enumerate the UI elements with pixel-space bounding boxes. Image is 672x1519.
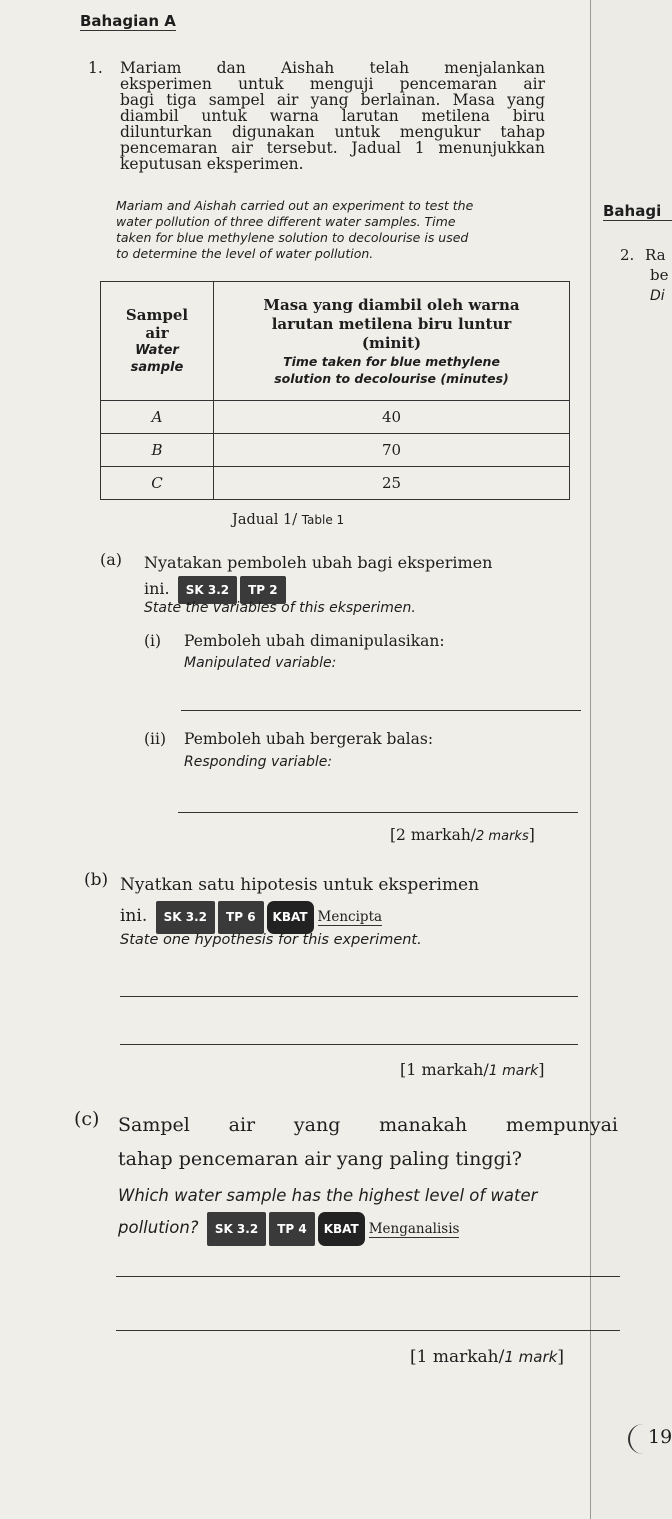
part-c-label: (c): [74, 1108, 100, 1130]
part-a-question: Nyatakan pemboleh ubah bagi eksperimen ini. SK 3.2 TP 2: [144, 550, 492, 604]
answer-line[interactable]: [120, 996, 578, 997]
adjacent-question-text-en: Di: [650, 288, 665, 304]
part-c-question: Sampel air yang manakah mempunyai tahap pencemaran air yang paling tinggi?: [118, 1114, 618, 1170]
cell-sample: A: [101, 401, 214, 434]
part-a-i-text: Pemboleh ubah dimanipulasikan:: [184, 632, 445, 650]
part-b-question-en: State one hypothesis for this experiment.: [120, 932, 422, 948]
results-table: [100, 281, 570, 500]
header-time: Masa yang diambil oleh warna larutan metilena biru luntur (minit) Time taken for blue methylene solution to decolourise (minutes): [214, 282, 570, 401]
part-a-ii-label: (ii): [144, 730, 167, 748]
part-b-marks: [1 markah/1 mark]: [400, 1060, 545, 1079]
question-number: 1.: [88, 59, 103, 77]
answer-line[interactable]: [178, 812, 578, 813]
section-title: Bahagian A: [80, 12, 176, 30]
part-a-marks: [2 markah/2 marks]: [390, 826, 535, 844]
table-row: [101, 467, 570, 500]
adjacent-question-number: 2.: [620, 246, 635, 264]
table-caption: Jadual 1/ Table 1: [232, 512, 345, 528]
adjacent-question-text: be: [650, 266, 669, 284]
header-sample: Sampel air Water sample: [101, 282, 214, 401]
part-c-marks: [1 markah/1 mark]: [410, 1347, 564, 1367]
part-a-label: (a): [100, 550, 123, 569]
adjacent-section-title: Bahagi: [603, 202, 672, 221]
table-row: [101, 401, 570, 434]
part-a-i-label: (i): [144, 632, 162, 650]
answer-line[interactable]: [120, 1044, 578, 1045]
adjacent-question-text: Ra: [645, 246, 666, 264]
part-b-label: (b): [84, 870, 109, 890]
answer-line[interactable]: [116, 1276, 620, 1277]
cell-time: 25: [214, 467, 570, 500]
adjacent-page: [590, 0, 672, 1519]
page-number: 19: [648, 1426, 672, 1448]
part-a-ii-text-en: Responding variable:: [184, 754, 333, 770]
cell-sample: B: [101, 434, 214, 467]
part-a-question-en: State the variables of this eksperimen.: [144, 600, 416, 616]
part-b-question: Nyatkan satu hipotesis untuk eksperimen ini. SK 3.2 TP 6 KBAT Mencipta: [120, 870, 479, 934]
answer-line[interactable]: [116, 1330, 620, 1331]
table-header-row: [101, 282, 570, 401]
cell-sample: C: [101, 467, 214, 500]
part-a-i-text-en: Manipulated variable:: [184, 655, 337, 671]
cell-time: 40: [214, 401, 570, 434]
answer-line[interactable]: [181, 710, 581, 711]
question-intro-en: Mariam and Aishah carried out an experiment to test the water pollution of three different water samples. Time taken for blue methylene solution to decolourise is used to determine the level of water pollution.: [116, 198, 474, 261]
table-row: [101, 434, 570, 467]
question-intro-ms: Mariam dan Aishah telah menjalankan eksperimen untuk menguji pencemaran air bagi tiga sampel air yang berlainan. Masa yang diambil untuk warna larutan metilena biru dilunturkan digunakan untuk mengukur tahap pencemaran air tersebut. Jadual 1 menunjukkan keputusan eksperimen.: [120, 59, 545, 173]
part-c-question-en: Which water sample has the highest level of water pollution? SK 3.2 TP 4 KBAT Menganalisis: [118, 1180, 537, 1246]
part-a-ii-text: Pemboleh ubah bergerak balas:: [184, 730, 434, 748]
cell-time: 70: [214, 434, 570, 467]
